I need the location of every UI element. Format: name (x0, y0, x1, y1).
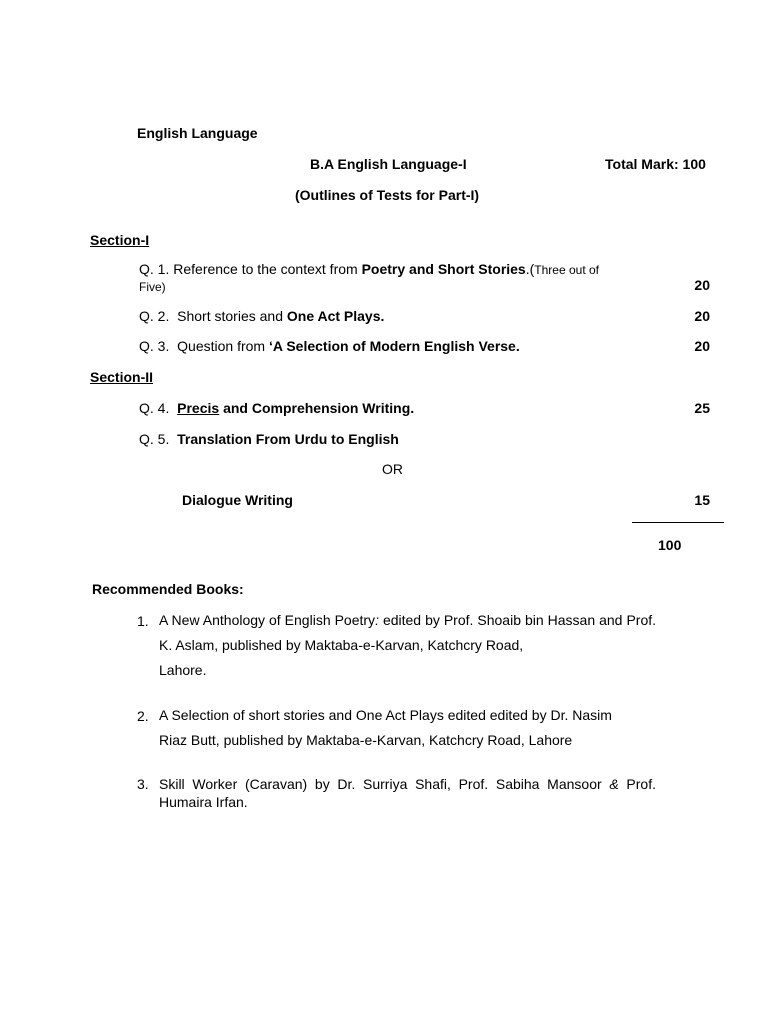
book-item (159, 775, 656, 811)
course-title: B.A English Language-I (310, 156, 467, 172)
book-item (159, 703, 656, 753)
book-details-end: Humaira Irfan. (159, 794, 248, 810)
book-item (159, 608, 656, 683)
question-note: Three out of (534, 263, 600, 277)
books-heading: Recommended Books: (92, 581, 244, 597)
total-divider (632, 522, 724, 523)
section-heading: Section-I (90, 232, 150, 248)
question-emphasis: ‘A Selection of Modern English Verse. (268, 338, 520, 354)
question-q5 (139, 430, 399, 448)
section-heading: Section-II (90, 369, 154, 385)
question-emphasis: and Comprehension Writing. (219, 400, 415, 416)
question-q1 (139, 260, 599, 279)
question-q2 (139, 307, 384, 325)
book-number: 2. (137, 708, 149, 724)
book-title: A New Anthology of English Poetry (159, 612, 376, 628)
outline-subtitle: (Outlines of Tests for Part-I) (295, 187, 480, 203)
book-number: 3. (137, 776, 149, 792)
question-text: Reference to the context from (173, 261, 362, 277)
question-emphasis: One Act Plays. (286, 308, 385, 324)
or-separator: OR (382, 461, 403, 477)
question-label: Q. 4. (139, 400, 170, 416)
question-marks: 20 (694, 338, 710, 354)
question-emphasis: Poetry and Short Stories (361, 261, 526, 277)
question-label: Q. 2. (139, 308, 170, 324)
grand-total: 100 (658, 537, 682, 553)
question-q3 (139, 337, 520, 355)
book-number: 1. (137, 613, 149, 629)
question-label: Q. 1. (139, 261, 170, 277)
question-note-continued: Five) (139, 280, 166, 294)
question-marks: 20 (694, 277, 710, 293)
question-label: Q. 3. (139, 338, 170, 354)
question-emphasis: Translation From Urdu to English (177, 431, 399, 447)
question-underlined: Precis (177, 400, 220, 416)
question-q4 (139, 399, 414, 417)
question-marks: 25 (694, 400, 710, 416)
book-details: Skill Worker (Caravan) by Dr. Surriya Shafi, Prof. Sabiha Mansoor & Prof. (159, 776, 656, 792)
ampersand: & (609, 776, 619, 792)
question-marks: 20 (694, 308, 710, 324)
book-details-end: Lahore. (159, 662, 207, 678)
question-label: Q. 5. (139, 431, 170, 447)
book-title-colon: : (375, 612, 379, 628)
alternative-question: Dialogue Writing (182, 492, 293, 508)
question-marks: 15 (694, 492, 710, 508)
question-text: Question from (177, 338, 269, 354)
question-text: Short stories and (177, 308, 287, 324)
subject-heading: English Language (137, 125, 258, 141)
book-details: edited by Prof. Shoaib bin Hassan and Prof. K. Aslam, published by Maktaba-e-Karvan, Katchcry Road, (159, 612, 657, 653)
question-text-after: .( (525, 261, 535, 277)
book-details-end: Riaz Butt, published by Maktaba-e-Karvan, Katchcry Road, Lahore (159, 732, 573, 748)
total-marks-header: Total Mark: 100 (605, 156, 706, 172)
book-details: A Selection of short stories and One Act Plays edited edited by Dr. Nasim (159, 707, 612, 723)
